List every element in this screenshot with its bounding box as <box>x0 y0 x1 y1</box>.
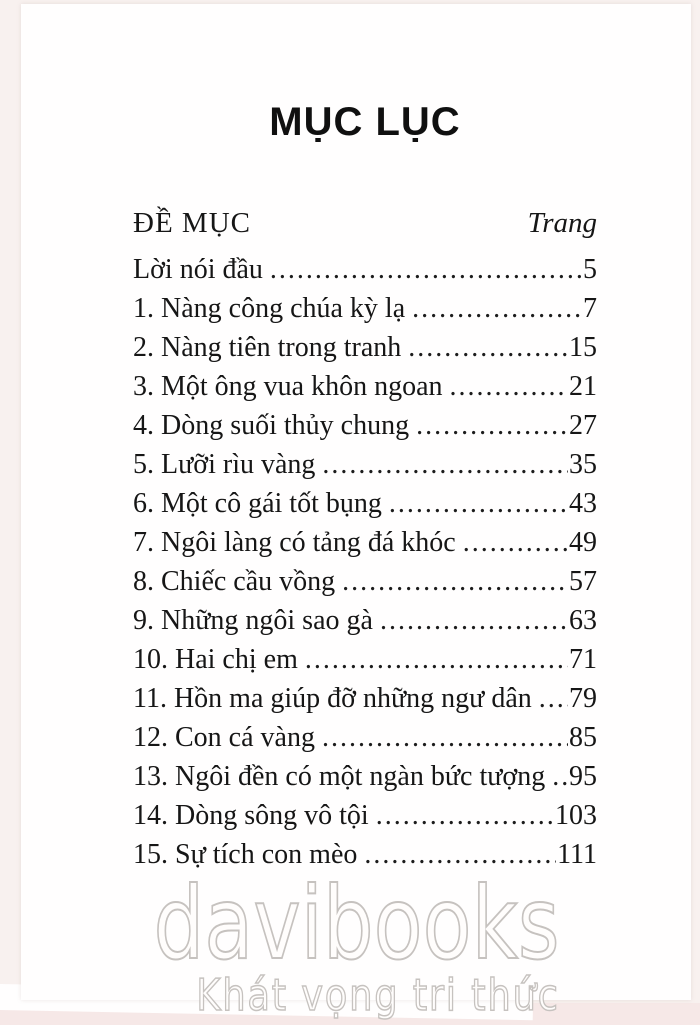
toc-entry-row <box>133 445 597 484</box>
dot-leader <box>412 289 582 328</box>
toc-entry-label: 11. Hồn ma giúp đỡ những ngư dân <box>133 683 532 714</box>
toc-entry-row <box>133 250 597 289</box>
toc-entry-page-number: 15 <box>569 332 597 363</box>
page-title: MỤC LỤC <box>269 100 461 144</box>
dot-leader <box>463 523 568 562</box>
toc-entry-page-number: 63 <box>569 605 597 636</box>
toc-entry-page-number: 95 <box>569 761 597 792</box>
toc-entry-row <box>133 406 597 445</box>
dot-leader <box>376 796 554 835</box>
toc-entry-label: Lời nói đầu <box>133 254 263 285</box>
toc-entry-row <box>133 757 597 796</box>
column-header-page: Trang <box>527 207 597 239</box>
toc-entry-page-number: 71 <box>569 644 597 675</box>
dot-leader <box>416 406 568 445</box>
toc-entry-page-number: 21 <box>569 371 597 402</box>
toc-entry-page-number: 57 <box>569 566 597 597</box>
dot-leader <box>322 718 568 757</box>
dot-leader <box>380 601 568 640</box>
toc-entry-label: 7. Ngôi làng có tảng đá khóc <box>133 527 456 558</box>
toc-entry-label: 1. Nàng công chúa kỳ lạ <box>133 293 406 324</box>
toc-entry-label: 15. Sự tích con mèo <box>133 839 358 870</box>
toc-entry-page-number: 5 <box>583 254 597 285</box>
toc-entry-page-number: 85 <box>569 722 597 753</box>
watermark-brand-text: davibooks <box>153 865 560 982</box>
toc-entry-label: 4. Dòng suối thủy chung <box>133 410 410 441</box>
toc-entry-page-number: 35 <box>569 449 597 480</box>
dot-leader <box>408 328 568 367</box>
toc-entry-label: 8. Chiếc cầu vồng <box>133 566 336 597</box>
dot-leader <box>305 640 568 679</box>
toc-entry-page-number: 49 <box>569 527 597 558</box>
dot-leader <box>342 562 568 601</box>
toc-entry-label: 2. Nàng tiên trong tranh <box>133 332 402 363</box>
book-page <box>21 4 691 1000</box>
toc-entry-label: 12. Con cá vàng <box>133 722 315 753</box>
toc-content <box>133 4 597 874</box>
toc-entry-label: 3. Một ông vua khôn ngoan <box>133 371 443 402</box>
toc-entry-row <box>133 835 597 874</box>
dot-leader <box>552 757 568 796</box>
column-header-item: ĐỀ MỤC <box>133 207 251 239</box>
toc-entry-label: 5. Lưỡi rìu vàng <box>133 449 316 480</box>
toc-entry-page-number: 79 <box>569 683 597 714</box>
toc-entry-row <box>133 289 597 328</box>
toc-entry-row <box>133 601 597 640</box>
dot-leader <box>539 679 568 718</box>
dot-leader <box>389 484 568 523</box>
toc-entry-label: 9. Những ngôi sao gà <box>133 605 373 636</box>
watermark-tagline-text: Khát vọng tri thức <box>196 970 561 1021</box>
toc-entry-page-number: 111 <box>557 839 597 870</box>
toc-entry-page-number: 103 <box>555 800 597 831</box>
dot-leader <box>450 367 568 406</box>
toc-entry-label: 10. Hai chị em <box>133 644 298 675</box>
toc-entry-row <box>133 523 597 562</box>
dot-leader <box>364 835 556 874</box>
toc-entry-row <box>133 484 597 523</box>
toc-entry-label: 6. Một cô gái tốt bụng <box>133 488 382 519</box>
toc-entry-row <box>133 718 597 757</box>
toc-column-headers <box>133 207 597 240</box>
dot-leader <box>270 250 582 289</box>
toc-entry-row <box>133 328 597 367</box>
toc-entry-page-number: 27 <box>569 410 597 441</box>
toc-entry-row <box>133 640 597 679</box>
toc-entry-label: 13. Ngôi đền có một ngàn bức tượng <box>133 761 546 792</box>
toc-entry-row <box>133 796 597 835</box>
toc-entry-row <box>133 367 597 406</box>
dot-leader <box>322 445 568 484</box>
toc-entry-row <box>133 679 597 718</box>
toc-entry-row <box>133 562 597 601</box>
toc-entry-page-number: 7 <box>583 293 597 324</box>
toc-entry-label: 14. Dòng sông vô tội <box>133 800 369 831</box>
toc-list <box>133 250 597 874</box>
toc-entry-page-number: 43 <box>569 488 597 519</box>
